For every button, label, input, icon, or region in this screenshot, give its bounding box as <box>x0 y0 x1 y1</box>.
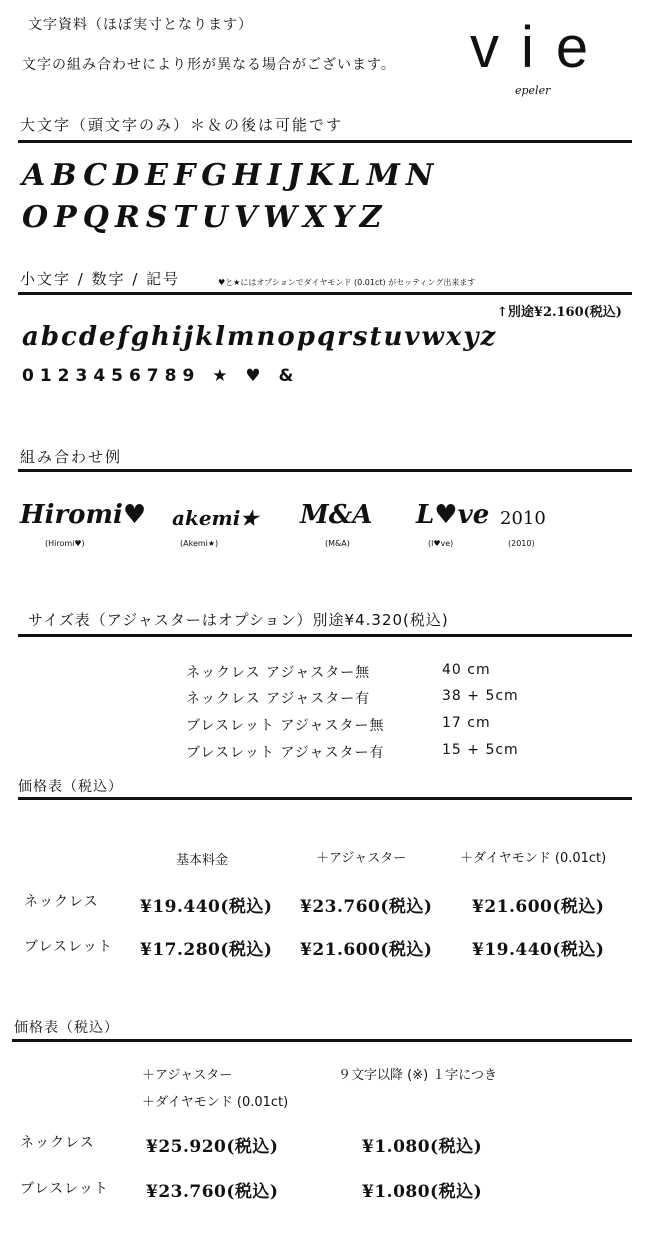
divider <box>18 292 632 295</box>
price-header: 基本料金 <box>176 853 229 868</box>
divider <box>18 469 632 472</box>
price-row-label: ネックレス <box>24 894 99 910</box>
diamond-extra-price: ↑別途¥2.160(税込) <box>497 305 622 320</box>
example-caption: (l♥ve) <box>428 539 454 548</box>
price-value: ¥19.440(税込) <box>472 940 605 960</box>
example-sample: L♥ve <box>416 500 490 530</box>
price-value: ¥1.080(税込) <box>362 1182 483 1202</box>
price-header: ＋アジャスター <box>316 851 407 866</box>
price-header: ＋アジャスター <box>142 1068 233 1083</box>
lowercase-heading: 小文字 / 数字 / 記号 <box>20 270 181 288</box>
brand-logo-sub: epeler <box>515 84 551 97</box>
size-row-label: ネックレス アジャスター有 <box>186 691 371 707</box>
price-value: ¥19.440(税込) <box>140 897 273 917</box>
size-row-label: ネックレス アジャスター無 <box>186 665 371 681</box>
price-header: ＋ダイヤモンド (0.01ct) <box>460 851 607 866</box>
divider <box>18 797 632 800</box>
price-value: ¥25.920(税込) <box>146 1137 279 1157</box>
price-row-label: ネックレス <box>20 1135 95 1151</box>
price-table-2-heading: 価格表（税込） <box>14 1020 119 1036</box>
brand-logo: vie <box>470 15 611 80</box>
intro-line-1: 文字資料（ほぼ実寸となります） <box>28 17 253 33</box>
size-row-value: 15 + 5cm <box>442 742 519 758</box>
intro-line-2: 文字の組み合わせにより形が異なる場合がございます。 <box>22 57 396 73</box>
size-row-label: ブレスレット アジャスター有 <box>186 745 385 761</box>
size-row-value: 17 cm <box>442 715 491 731</box>
price-table-1-heading: 価格表（税込） <box>18 779 123 795</box>
divider <box>12 1039 632 1042</box>
size-heading: サイズ表（アジャスターはオプション）別途¥4.320(税込) <box>28 611 449 629</box>
price-value: ¥1.080(税込) <box>362 1137 483 1157</box>
price-header: ＋ダイヤモンド (0.01ct) <box>142 1095 289 1110</box>
divider <box>18 140 632 143</box>
example-caption: (Hiromi♥) <box>45 539 85 548</box>
numbers-symbols: 0123456789 ★ ♥ & <box>22 366 300 386</box>
price-row-label: ブレスレット <box>24 939 113 955</box>
price-value: ¥23.760(税込) <box>300 897 433 917</box>
uppercase-row-2: OPQRSTUVWXYZ <box>22 200 388 235</box>
price-value: ¥17.280(税込) <box>140 940 273 960</box>
size-row-value: 40 cm <box>442 662 491 678</box>
price-value: ¥21.600(税込) <box>300 940 433 960</box>
uppercase-row-1: ABCDEFGHIJKLMN <box>22 158 440 193</box>
example-caption: (Akemi★) <box>180 539 219 548</box>
example-caption: (M&A) <box>325 539 350 548</box>
examples-heading: 組み合わせ例 <box>20 448 123 466</box>
price-value: ¥23.760(税込) <box>146 1182 279 1202</box>
example-sample: M&A <box>300 500 373 530</box>
price-row-label: ブレスレット <box>20 1181 109 1197</box>
divider <box>18 634 632 637</box>
uppercase-heading: 大文字（頭文字のみ）＊＆の後は可能です <box>20 116 344 134</box>
example-caption: (2010) <box>508 539 535 548</box>
price-header: ９文字以降 (※) １字につき <box>338 1068 498 1083</box>
example-sample: Hiromi♥ <box>20 500 147 530</box>
diamond-note: ♥と★にはオプションでダイヤモンド (0.01ct) がセッティング出来ます <box>218 278 476 287</box>
size-row-label: ブレスレット アジャスター無 <box>186 718 385 734</box>
example-sample: 2010 <box>500 508 546 529</box>
example-sample: akemi★ <box>172 506 259 530</box>
size-row-value: 38 + 5cm <box>442 688 519 704</box>
lowercase-letters: abcdefghijklmnopqrstuvwxyz <box>22 322 498 352</box>
price-value: ¥21.600(税込) <box>472 897 605 917</box>
